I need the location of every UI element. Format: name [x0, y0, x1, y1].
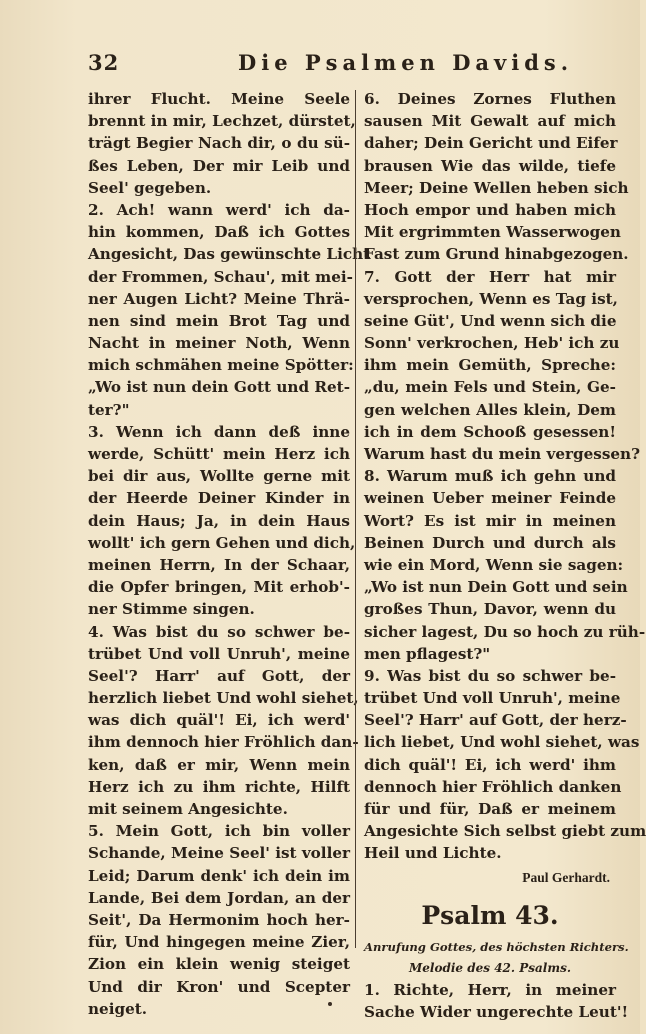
text-line: mit seinem Angesichte.	[88, 800, 288, 818]
text-line: ich in dem Schooß gesessen!	[364, 422, 616, 441]
text-line: ner Stimme singen.	[88, 600, 255, 619]
text-line: trägt Begier Nach dir, o du sü-	[88, 134, 350, 153]
text-line: ßes Leben, Der mir Leib und	[88, 156, 350, 175]
text-line: 9. Was bist du so schwer be-	[364, 666, 616, 685]
text-line: „Wo ist nun Dein Gott und sein	[364, 578, 628, 597]
text-line: sicher lagest, Du so hoch zu rüh-	[364, 622, 646, 641]
text-line: 6. Deines Zornes Fluthen	[364, 90, 616, 108]
text-line: Hoch empor und haben mich	[364, 200, 616, 219]
text-line: was dich quäl'! Ei, ich werd'	[88, 711, 350, 730]
text-line: trübet Und voll Unruh', meine	[88, 644, 350, 663]
text-line: ihm mein Gemüth, Spreche:	[364, 356, 616, 375]
text-line: ter?"	[88, 400, 130, 419]
right-column	[364, 88, 646, 1023]
page-number: 32	[88, 50, 120, 75]
text-line: versprochen, Wenn es Tag ist,	[364, 289, 618, 308]
text-line: für, Und hingegen meine Zier,	[88, 933, 350, 952]
text-line: Mit ergrimmten Wasserwogen	[364, 223, 621, 242]
running-title: Die Psalmen Davids.	[238, 50, 574, 75]
text-line: meinen Herrn, In der Schaar,	[88, 555, 350, 574]
text-line: Schande, Meine Seel' ist voller	[88, 844, 351, 863]
text-line: „Wo ist nun dein Gott und Ret-	[88, 378, 350, 397]
text-line: 1. Richte, Herr, in meiner	[364, 980, 616, 999]
text-line: daher; Dein Gericht und Eifer	[364, 134, 618, 153]
text-line: ner Augen Licht? Meine Thrä-	[88, 289, 350, 308]
text-line: herzlich liebet Und wohl siehet,	[88, 689, 359, 708]
text-line: Heil und Lichte.	[364, 844, 502, 863]
right-column-verses	[364, 88, 646, 865]
text-line: der Frommen, Schau', mit mei-	[88, 267, 353, 286]
text-line: 7. Gott der Herr hat mir	[364, 267, 616, 286]
psalm-heading: Psalm 43.	[421, 900, 559, 930]
text-line: 3. Wenn ich dann deß inne	[88, 422, 350, 441]
text-line: Wort? Es ist mir in meinen	[364, 511, 616, 530]
text-line: 2. Ach! wann werd' ich da-	[88, 200, 350, 219]
text-line: Sonn' verkrochen, Heb' ich zu	[364, 334, 620, 353]
text-line: Sache Wider ungerechte Leut'!	[364, 1002, 629, 1021]
text-line: dein Haus; Ja, in dein Haus	[88, 511, 350, 530]
text-line: Seel' gegeben.	[88, 178, 212, 197]
text-line: die Opfer bringen, Mit erhob'-	[88, 578, 350, 597]
text-line: weinen Ueber meiner Feinde	[364, 489, 616, 508]
text-line: Seel'? Harr' auf Gott, der	[88, 666, 350, 685]
text-line: 8. Warum muß ich gehn und	[364, 467, 616, 486]
text-line: men pflagest?"	[364, 644, 491, 663]
text-line: Angesicht, Das gewünschte Licht	[88, 245, 371, 264]
text-line: Herz ich zu ihm richte, Hilft	[88, 777, 350, 796]
text-line: Fast zum Grund hinabgezogen.	[364, 245, 629, 264]
text-line: ihrer Flucht. Meine Seele	[88, 90, 350, 108]
text-line: großes Thun, Davor, wenn du	[364, 600, 616, 619]
text-line: nen sind mein Brot Tag und	[88, 311, 350, 330]
text-line: „du, mein Fels und Stein, Ge-	[364, 378, 616, 397]
psalm-subtitle: Anrufung Gottes, des höchsten Richters.	[364, 939, 629, 954]
text-line: dich quäl'! Ei, ich werd' ihm	[364, 755, 616, 774]
text-line: brennt in mir, Lechzet, dürstet,	[88, 112, 356, 131]
text-line: dennoch hier Fröhlich danken	[364, 777, 622, 796]
text-line: trübet Und voll Unruh', meine	[364, 689, 621, 708]
text-line: Seit', Da Hermonim hoch her-	[88, 910, 350, 929]
text-line: für und für, Daß er meinem	[364, 800, 616, 818]
text-line: brausen Wie das wilde, tiefe	[364, 156, 616, 175]
left-column	[88, 88, 371, 1020]
text-line: Zion ein klein wenig steiget	[88, 955, 350, 974]
psalm-melody: Melodie des 42. Psalms.	[409, 960, 571, 975]
text-line: werde, Schütt' mein Herz ich	[88, 445, 350, 463]
text-line: sausen Mit Gewalt auf mich	[364, 112, 616, 131]
text-line: Angesichte Sich selbst giebt zum	[364, 822, 646, 841]
text-line: ken, daß er mir, Wenn mein	[88, 755, 350, 774]
text-line: mich schmähen meine Spötter:	[88, 356, 354, 375]
text-line: seine Güt', Und wenn sich die	[364, 311, 617, 330]
psalm43-verse	[364, 979, 629, 1023]
page-header	[88, 50, 588, 80]
text-line: 4. Was bist du so schwer be-	[88, 622, 350, 641]
column-divider	[355, 90, 356, 948]
hymn-author: Paul Gerhardt.	[522, 869, 610, 885]
text-line: lich liebet, Und wohl siehet, was	[364, 733, 640, 752]
text-line: Warum hast du mein vergessen?	[364, 445, 640, 463]
text-line: ihm dennoch hier Fröhlich dan-	[88, 733, 359, 752]
text-line: der Heerde Deiner Kinder in	[88, 489, 350, 508]
text-line: neiget.	[88, 999, 148, 1018]
text-line: gen welchen Alles klein, Dem	[364, 400, 616, 419]
text-line: Lande, Bei dem Jordan, an der	[88, 888, 350, 907]
text-line: 5. Mein Gott, ich bin voller	[88, 822, 350, 841]
text-line: Seel'? Harr' auf Gott, der herz-	[364, 711, 627, 730]
text-line: Meer; Deine Wellen heben sich	[364, 178, 629, 197]
text-line: Und dir Kron' und Scepter	[88, 977, 350, 996]
text-line: wollt' ich gern Gehen und dich,	[88, 533, 356, 552]
text-line: Leid; Darum denk' ich dein im	[88, 866, 350, 885]
text-line: wie ein Mord, Wenn sie sagen:	[364, 555, 624, 574]
text-line: Nacht in meiner Noth, Wenn	[88, 334, 350, 353]
text-line: hin kommen, Daß ich Gottes	[88, 223, 350, 242]
footer-mark	[328, 1002, 332, 1006]
text-line: Beinen Durch und durch als	[364, 533, 616, 552]
text-line: bei dir aus, Wollte gerne mit	[88, 467, 350, 486]
